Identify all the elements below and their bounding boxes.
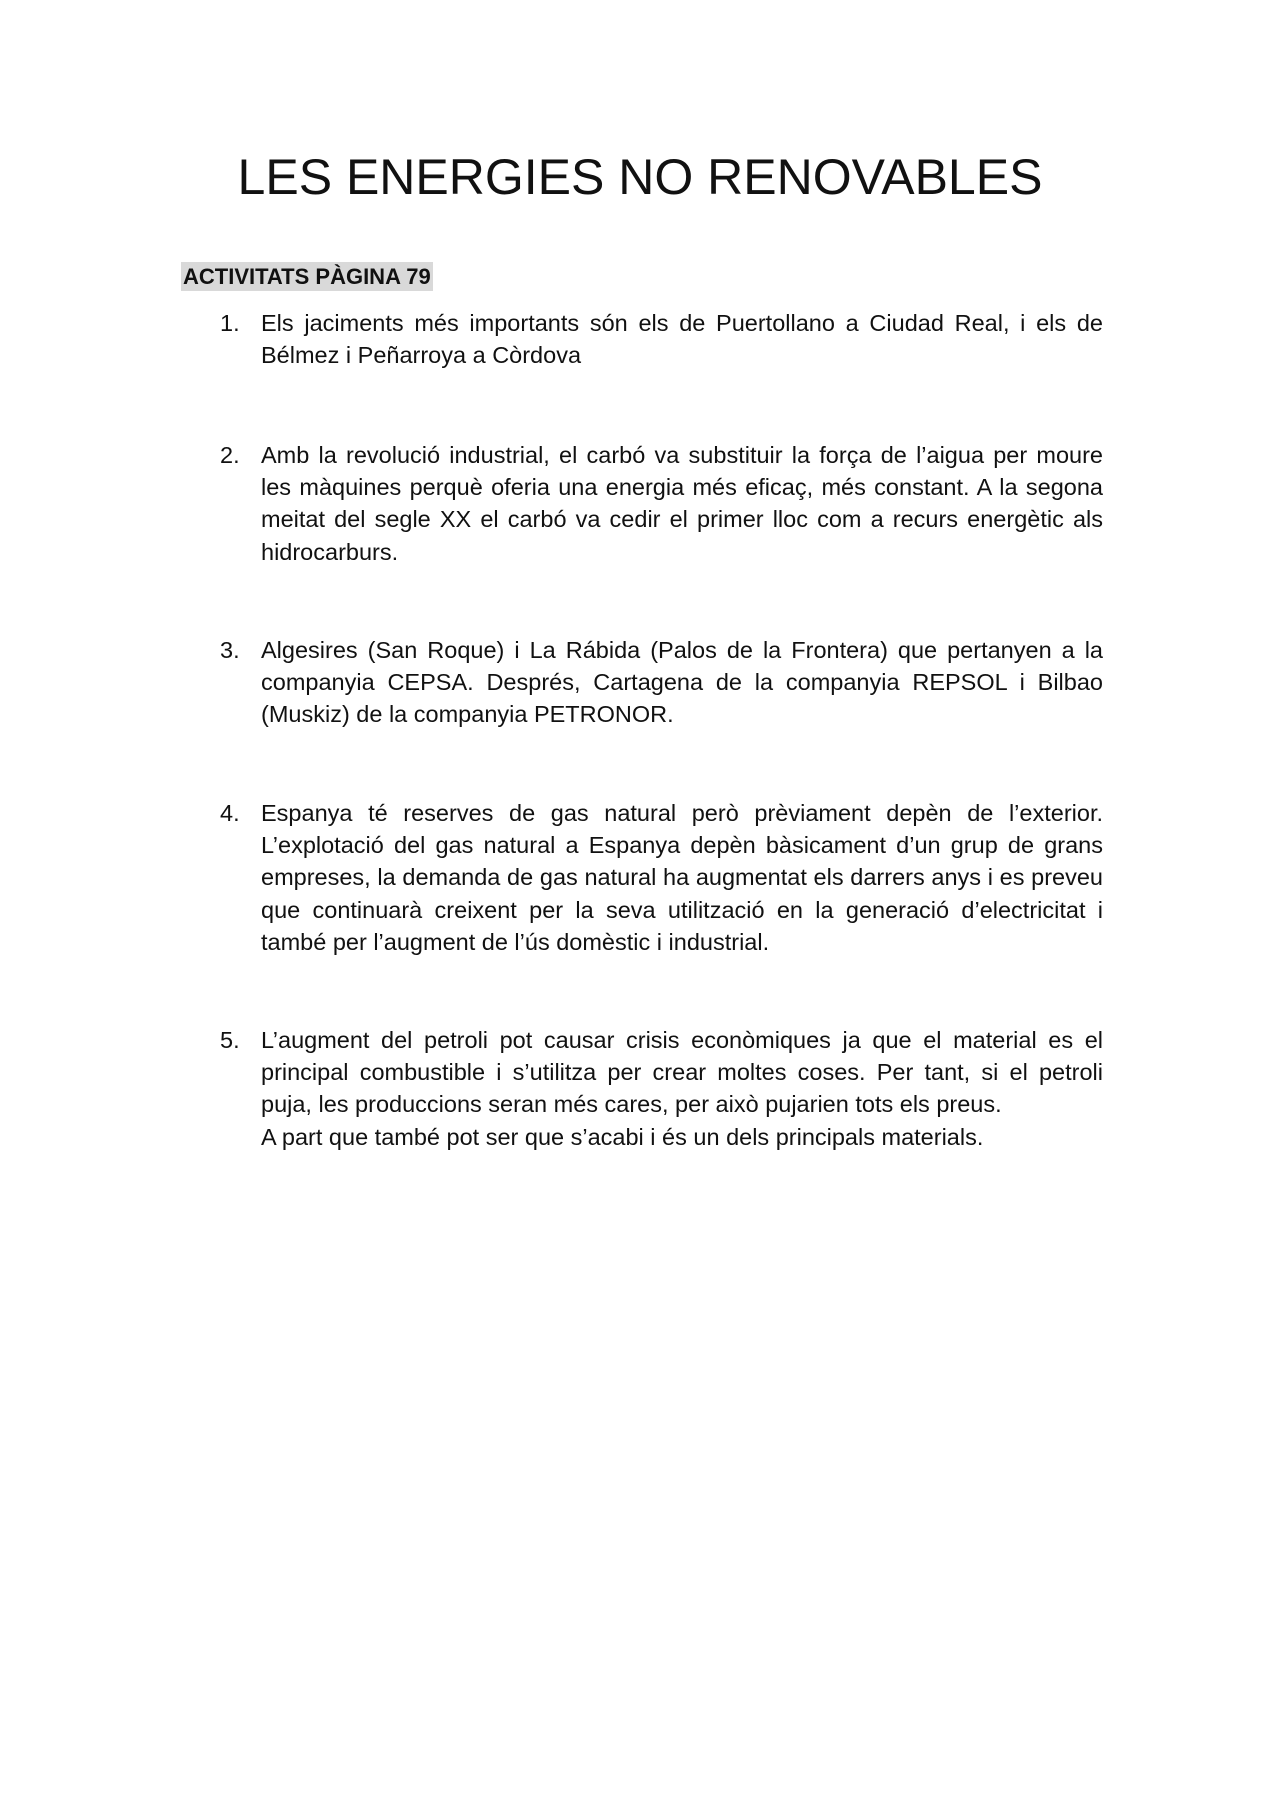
answer-body bbox=[261, 439, 1103, 568]
answer-text: L’augment del petroli pot causar crisis econòmiques ja que el material es el principal combustible i s’utilitza per crear moltes coses. Per tant, si el petroli puja, les produccions seran més cares, per això pujarien tots els preus. bbox=[261, 1027, 1103, 1118]
answer-body bbox=[261, 797, 1103, 958]
page-title: LES ENERGIES NO RENOVABLES bbox=[237, 149, 1043, 205]
answer-text: Amb la revolució industrial, el carbó va substituir la força de l’aigua per moure les màquines perquè oferia una energia més eficaç, més constant. A la segona meitat del segle XX el carbó va cedir el primer lloc com a recurs energètic als hidrocarburs. bbox=[261, 442, 1103, 565]
answer-number: 3. bbox=[220, 637, 240, 663]
answer-body bbox=[261, 307, 1103, 371]
answer-number: 1. bbox=[220, 310, 240, 336]
answer-number: 5. bbox=[220, 1027, 240, 1053]
answer-body bbox=[261, 1024, 1103, 1153]
answer-text: Els jaciments més importants són els de Puertollano a Ciudad Real, i els de Bélmez i Peñarroya a Còrdova bbox=[261, 310, 1103, 369]
section-heading: ACTIVITATS PÀGINA 79 bbox=[183, 264, 431, 289]
answer-number: 4. bbox=[220, 800, 240, 826]
answer-body bbox=[261, 634, 1103, 731]
answer-text: Espanya té reserves de gas natural però prèviament depèn de l’exterior. L’explotació del gas natural a Espanya depèn bàsicament d’un grup de grans empreses, la demanda de gas natural ha augmentat els darrers anys i es preveu que continuarà creixent per la seva utilització en la generació d’electricitat i també per l’augment de l’ús domèstic i industrial. bbox=[261, 800, 1103, 955]
answer-note: A part que també pot ser que s’acabi i és un dels principals materials. bbox=[261, 1123, 984, 1150]
answer-number: 2. bbox=[220, 442, 240, 468]
answer-text: Algesires (San Roque) i La Rábida (Palos de la Frontera) que pertanyen a la companyia CEPSA. Després, Cartagena de la companyia REPSOL i Bilbao (Muskiz) de la companyia PETRONOR. bbox=[261, 637, 1103, 728]
